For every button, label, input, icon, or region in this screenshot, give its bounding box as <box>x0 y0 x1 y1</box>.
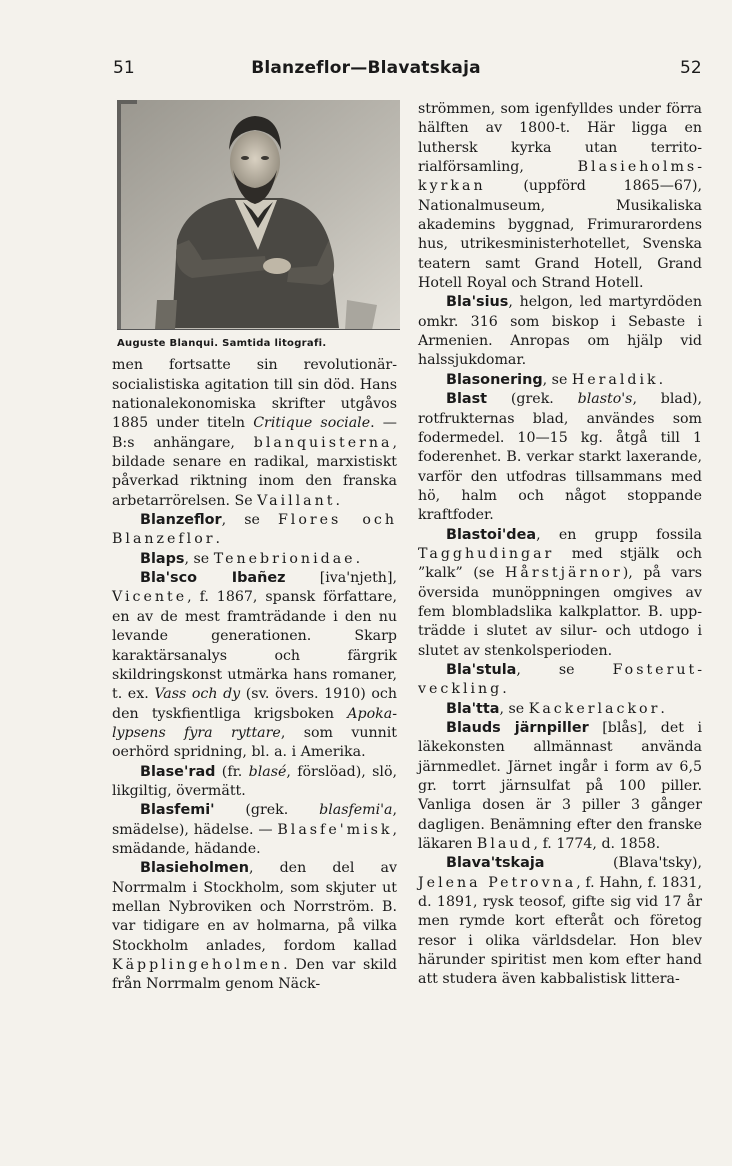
text-run: Apokalypsens fyra ryttare <box>112 705 397 741</box>
text-run: blasfemi'a <box>319 802 393 819</box>
entry-blatta <box>418 700 702 719</box>
headword: Blanzeflor <box>140 512 222 529</box>
text-run: , bildade senare en radikal, marxistiskt påverkad riktning inom den franska arbetarrörelsen. Se <box>112 434 397 509</box>
text-run: Vaillant <box>257 492 336 509</box>
text-run: Hårstjärnor <box>505 565 623 582</box>
text-run: , blad), rotfrukternas blad, användes som fodermedel. 10—15 kg. åtgå till 1 foderenhet. B. verkar starkt laxerande, varför den utfodras tillsammans med hö, halm och något stoppande kraftfoder. <box>418 391 702 524</box>
text-run: (grek. <box>487 391 578 408</box>
text-run: Critique sociale <box>253 415 371 432</box>
text-run: blasto's <box>577 391 633 408</box>
text-run: , se <box>499 700 529 717</box>
headword: Bla'stula <box>446 661 517 678</box>
text-run: . <box>215 531 221 548</box>
text-run: , en grupp fossila <box>536 526 702 543</box>
text-run: Tagghudingar <box>418 545 555 562</box>
text-run: , smädande, hädande. <box>112 821 397 857</box>
headword: Bla'sius <box>446 294 509 311</box>
text-run: , f. 1774, d. 1858. <box>533 836 661 853</box>
text-run: , f. 1867, spansk författare, en av de mest framträdande i den nu levande generationen. Skarp karaktärsanalys och färgrik skildringskonst utmärka hans romaner, t. ex. <box>112 589 397 703</box>
entry-blasfemi <box>112 801 397 859</box>
entry-blasieholmen <box>112 859 397 994</box>
text-run: Vass och dy <box>154 686 241 703</box>
page-header <box>0 58 732 88</box>
headword: Blastoi'dea <box>446 526 537 543</box>
text-run: Vicente <box>112 589 188 606</box>
page-number-left: 51 <box>113 58 135 78</box>
entry-blaps <box>112 550 397 569</box>
headword: Blase'rad <box>140 763 216 780</box>
entry-blavatskaja <box>418 854 702 989</box>
text-run: strömmen, som igenfylldes under förra hälften av 1800-t. Här ligga en luthersk kyrka utan territorialförsamling, <box>418 101 702 176</box>
text-run: , se <box>542 371 572 388</box>
page-number-right: 52 <box>680 58 702 78</box>
entry-blastula <box>418 661 702 700</box>
entry-blasius <box>418 293 702 370</box>
headword: Blasfemi' <box>140 802 215 819</box>
left-column <box>112 100 397 995</box>
text-run: , se <box>221 512 278 529</box>
text-run: . — B:s anhängare, <box>112 415 397 451</box>
text-run: , förslöad), slö, likgiltig, övermätt. <box>112 763 397 799</box>
text-run: . <box>660 700 665 717</box>
text-run: Flores och Blanzeflor <box>112 512 397 548</box>
text-run: Blasfe'misk <box>277 821 393 838</box>
text-run: (sv. övers. 1910) och den tyskfientliga krigsboken <box>112 686 397 722</box>
text-run: , helgon, led martyrdöden omkr. 316 som biskop i Sebaste i Armenien. Anropas om hjälp vid halssjukdomar. <box>418 294 702 369</box>
paragraph <box>112 356 397 511</box>
text-run: (fr. <box>215 763 249 780</box>
portrait-image <box>117 100 400 330</box>
text-run: . <box>658 371 664 388</box>
text-run: men fortsatte sin revolutionärsocialistiska agitation till sin död. Hans nationalekonomiska skrifter utgåvos 1885 under titeln <box>112 357 397 432</box>
text-run: Blasieholmskyrkan <box>418 159 702 195</box>
text-run: (uppförd 1865—67), Nationalmuseum, Musikaliska akademins byggnad, Frimurarordens hus, utrikesministerhotellet, Svenska teatern samt Grand Hotell, Grand Hotell Royal och Strand Hotell. <box>418 178 702 292</box>
text-run: , den del av Norrmalm i Stockholm, som skjuter ut mellan Nybroviken och Norrström. B. var tidigare en av holmarna, på vilka Stockholm anlades, fordom kallad <box>112 860 397 954</box>
text-run: . <box>335 492 340 509</box>
headword: Blauds järnpiller <box>446 720 589 736</box>
entry-blaserad <box>112 763 397 802</box>
text-run: ), på vars översida munöppningen omgives av fem blombladslika kalkplattor. B. uppträdde i slutet av silur- och utdogo i slutet av stenkolsperioden. <box>418 565 702 659</box>
text-run: Heraldik <box>571 371 659 388</box>
text-run: . Den var skild från Norrmalm genom Näck- <box>112 957 397 993</box>
text-run: , smädelse), hädelse. — <box>112 802 397 838</box>
text-run: , se <box>516 661 613 678</box>
headword: Blast <box>446 391 488 408</box>
headword: Bla'tta <box>446 700 500 717</box>
text-run: blanquisterna <box>253 434 393 451</box>
text-run: [iva'njeth], <box>285 570 397 587</box>
figure-caption: Auguste Blanqui. Samtida litografi. <box>117 338 327 349</box>
text-run: , f. Hahn, f. 1831, d. 1891, rysk teosof, gifte sig vid 17 år men rymde kort efteråt och företog resor i olika världsdelar. Hon blev härunder spiritist men kom efter hand att studera även kabbalistisk littera- <box>418 874 702 988</box>
running-title: Blanzeflor—Blavatskaja <box>251 58 481 78</box>
right-column <box>418 100 702 990</box>
text-run: Tenebrionidae <box>213 550 356 567</box>
entry-blanzeflor <box>112 511 397 550</box>
headword: Blaps <box>140 550 185 567</box>
text-run: . <box>502 681 507 698</box>
portrait-lithograph <box>117 100 400 330</box>
paragraph <box>418 100 702 293</box>
text-run: Fosterutveckling <box>418 661 702 698</box>
entry-blauds-jarnpiller <box>418 719 702 854</box>
entry-blasco-ibanez <box>112 569 397 762</box>
text-run: blasé <box>248 763 287 780</box>
text-run: Käpplingeholmen <box>112 957 284 973</box>
entry-blastoidea <box>418 526 702 661</box>
text-run: (Blava'tsky), <box>544 855 702 872</box>
headword: Blasieholmen <box>140 860 249 877</box>
headword: Blava'tskaja <box>446 855 545 872</box>
headword: Blasonering <box>446 371 543 388</box>
headword: Bla'sco Ibañez <box>140 570 286 587</box>
text-run: Jelena Petrovna <box>418 874 577 891</box>
text-run: (grek. <box>214 802 320 819</box>
text-run: , se <box>184 550 214 567</box>
text-run: Kackerlackor <box>528 700 661 717</box>
text-run: med stjälk och ”kalk” (se <box>418 545 702 582</box>
entry-blasonering <box>418 371 702 390</box>
text-run: . <box>355 550 361 567</box>
entry-blast <box>418 390 702 525</box>
text-run: [blås], det i läkekonsten allmännast använda järnmedlet. Järnet ingår i form av 6,5 gr. torrt järnsulfat på 100 piller. Vanliga dosen är 3 piller 3 gånger dagligen. Benämning efter den franske läkaren <box>418 720 702 853</box>
text-run: Blaud <box>476 836 534 853</box>
text-run: , som vunnit oerhörd spridning, bl. a. i Amerika. <box>112 724 397 761</box>
